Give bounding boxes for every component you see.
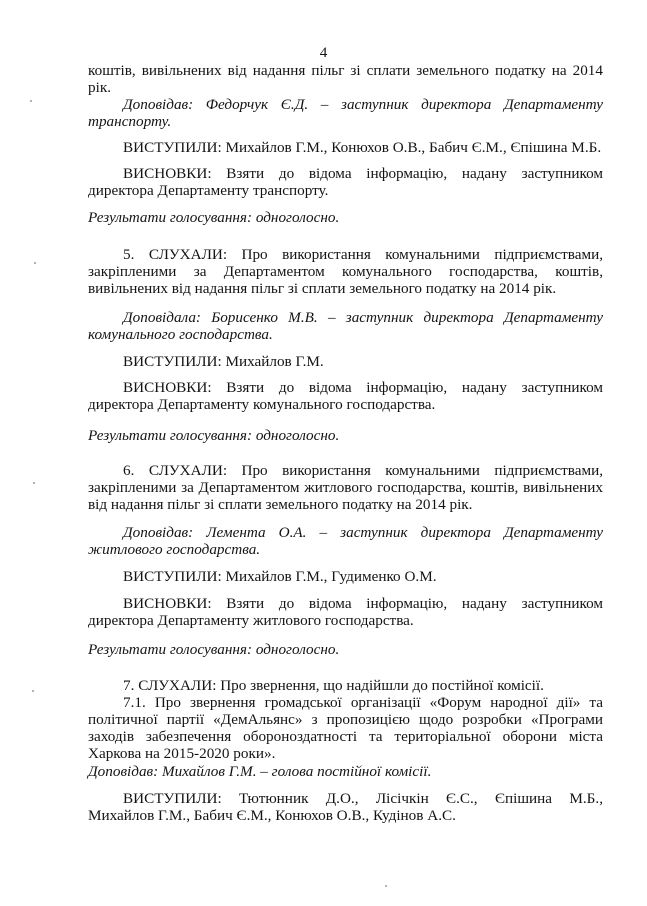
item4-speakers xyxy=(88,139,603,156)
item5-reporter-line-2: комунального господарства. xyxy=(88,326,273,343)
item7-sub-line-3: заходів забезпечення обороноздатності та територіальної оборони міста xyxy=(88,728,603,745)
item6-conclusion-line-2: директора Департаменту житлового господарства. xyxy=(88,612,414,629)
item6-conclusion xyxy=(88,595,603,629)
item4-conclusion-line-2: директора Департаменту транспорту. xyxy=(88,182,329,199)
scan-speck xyxy=(34,262,36,264)
item5-reporter-line-1: Доповідала: Борисенко М.В. – заступник директора Департаменту xyxy=(123,309,603,326)
item7-reporter-line: Доповідав: Михайлов Г.М. – голова постійної комісії. xyxy=(88,763,432,780)
item4-conclusion-line-1: ВИСНОВКИ: Взяти до відома інформацію, надану заступником xyxy=(123,165,603,182)
item5-heard-line-1: 5. СЛУХАЛИ: Про використання комунальними підприємствами, xyxy=(123,246,603,263)
item7-speakers xyxy=(88,790,603,824)
intro-line-2: рік. xyxy=(88,79,111,96)
item7-speakers-line-2: Михайлов Г.М., Бабич Є.М., Конюхов О.В., Кудінов А.С. xyxy=(88,807,456,824)
item5-conclusion xyxy=(88,379,603,413)
intro-line-1: коштів, вивільнених від надання пільг зі сплати земельного податку на 2014 xyxy=(88,62,603,79)
scan-speck xyxy=(385,885,387,887)
item6-heard-line-3: від надання пільг зі сплати земельного податку на 2014 рік. xyxy=(88,496,473,513)
item7-speakers-line-1: ВИСТУПИЛИ: Тютюнник Д.О., Лісічкін Є.С., Єпішина М.Б., xyxy=(123,790,603,807)
item5-heard-line-2: закріпленими за Департаментом комунального господарства, коштів, xyxy=(88,263,603,280)
item6-speakers xyxy=(88,568,603,585)
item5-heard-line-3: вивільнених від надання пільг зі сплати земельного податку на 2014 рік. xyxy=(88,280,557,297)
item6-speakers-line: ВИСТУПИЛИ: Михайлов Г.М., Гудименко О.М. xyxy=(123,568,437,585)
item5-reporter xyxy=(88,309,603,343)
item6-reporter-line-1: Доповідав: Лемента О.А. – заступник директора Департаменту xyxy=(123,524,603,541)
item6-reporter xyxy=(88,524,603,558)
item7-sub xyxy=(88,694,603,762)
item7-heard xyxy=(88,677,603,694)
item4-vote: Результати голосування: одноголосно. xyxy=(88,209,340,226)
item4-reporter xyxy=(88,96,603,130)
item7-sub-line-1: 7.1. Про звернення громадської організації «Форум народної дії» та xyxy=(123,694,603,711)
item7-heard-line: 7. СЛУХАЛИ: Про звернення, що надійшли до постійної комісії. xyxy=(123,677,544,694)
item7-sub-line-2: політичної партії «ДемАльянс» з пропозицією щодо розробки «Програми xyxy=(88,711,603,728)
scan-speck xyxy=(30,100,32,102)
item4-reporter-line-1: Доповідав: Федорчук Є.Д. – заступник директора Департаменту xyxy=(123,96,603,113)
item6-heard xyxy=(88,462,603,513)
item4-speakers-line: ВИСТУПИЛИ: Михайлов Г.М., Конюхов О.В., Бабич Є.М., Єпішина М.Б. xyxy=(123,139,602,156)
item6-vote: Результати голосування: одноголосно. xyxy=(88,641,340,658)
item4-reporter-line-2: транспорту. xyxy=(88,113,172,130)
item6-reporter-line-2: житлового господарства. xyxy=(88,541,261,558)
item5-conclusion-line-1: ВИСНОВКИ: Взяти до відома інформацію, надану заступником xyxy=(123,379,603,396)
item6-conclusion-line-1: ВИСНОВКИ: Взяти до відома інформацію, надану заступником xyxy=(123,595,603,612)
item5-heard xyxy=(88,246,603,297)
scan-speck xyxy=(32,690,34,692)
item6-heard-line-2: закріпленими за Департаментом житлового господарства, коштів, вивільнених xyxy=(88,479,603,496)
page-number: 4 xyxy=(319,44,328,61)
item6-heard-line-1: 6. СЛУХАЛИ: Про використання комунальними підприємствами, xyxy=(123,462,603,479)
scan-speck xyxy=(33,482,35,484)
item7-sub-line-4: Харкова на 2015-2020 роки». xyxy=(88,745,276,762)
item5-vote: Результати голосування: одноголосно. xyxy=(88,427,340,444)
item5-conclusion-line-2: директора Департаменту комунального господарства. xyxy=(88,396,436,413)
item5-speakers-line: ВИСТУПИЛИ: Михайлов Г.М. xyxy=(123,353,324,370)
item7-reporter xyxy=(88,763,603,780)
item5-speakers xyxy=(88,353,603,370)
item4-conclusion xyxy=(88,165,603,199)
intro-paragraph xyxy=(88,62,603,96)
